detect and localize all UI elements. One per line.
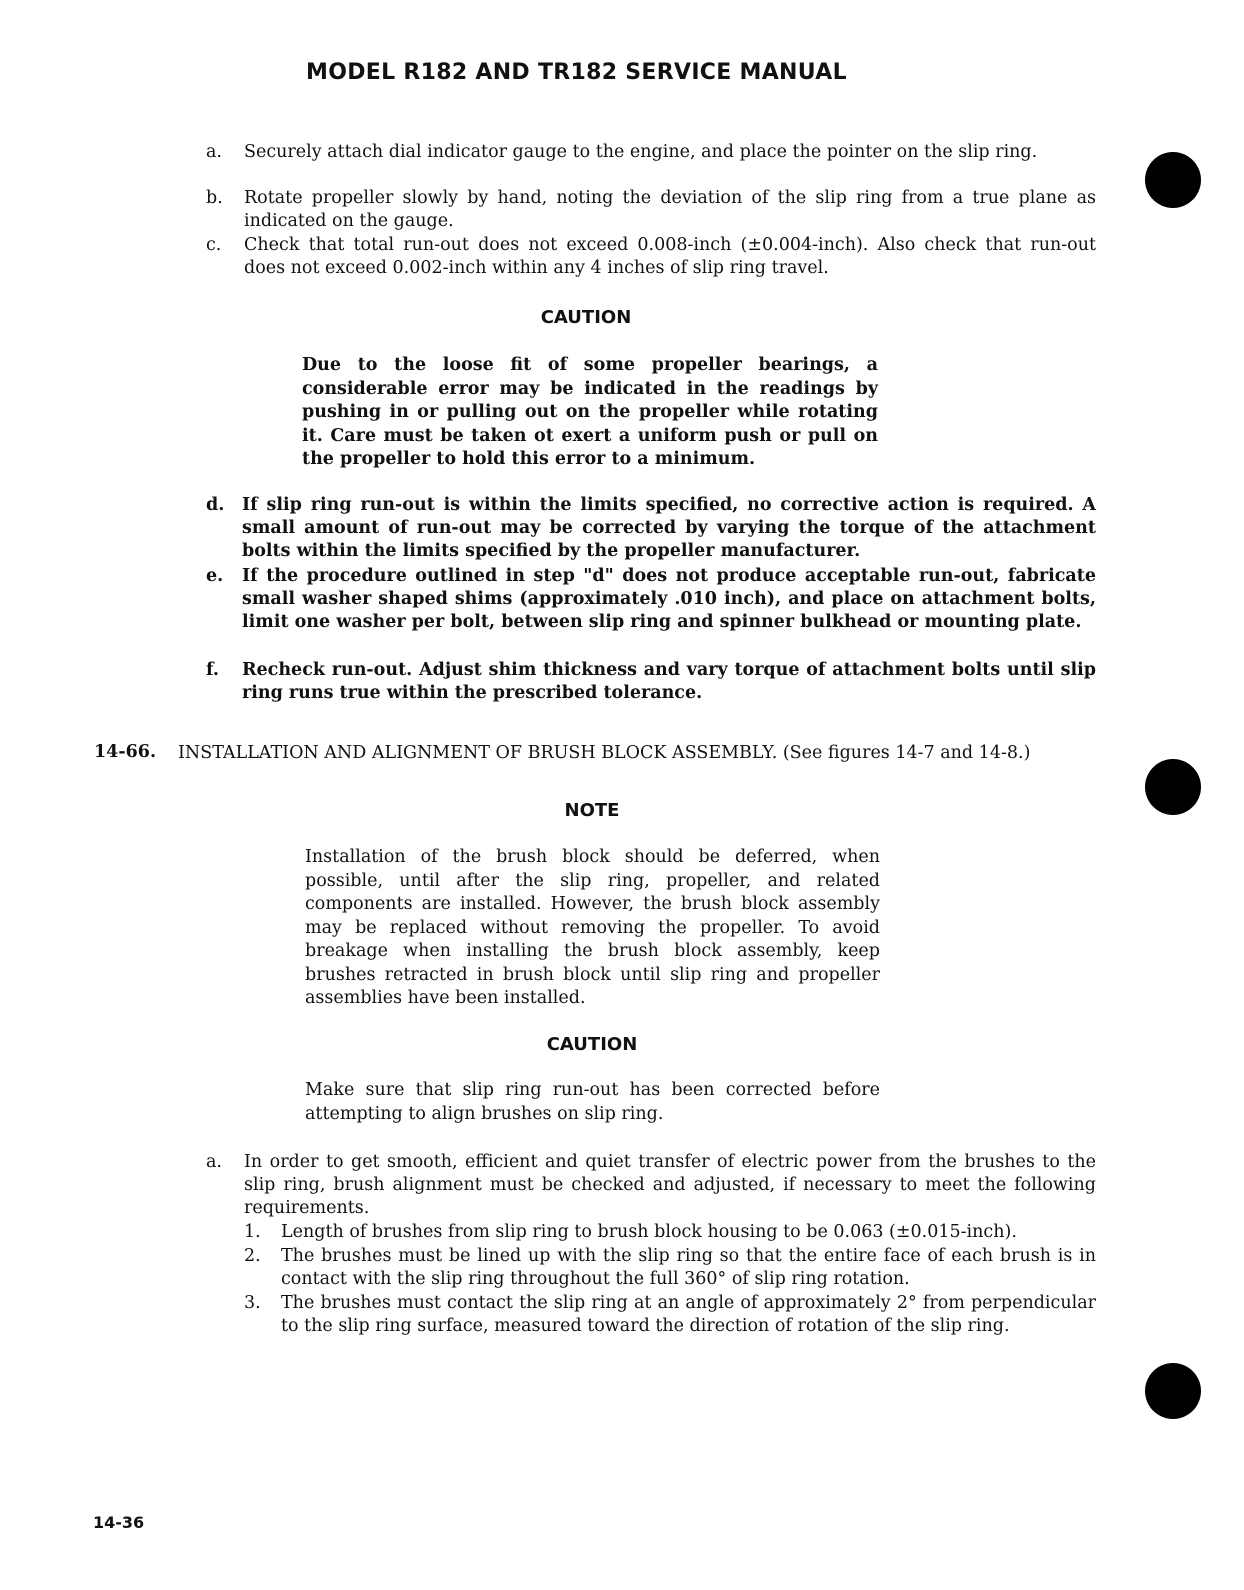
- caution-text: Make sure that slip ring run-out has been corrected before attempting to align brushes on slip ring.: [305, 1080, 880, 1124]
- step-b: [206, 187, 1096, 233]
- page-number: 14-36: [93, 1513, 145, 1532]
- substep-2: [244, 1245, 1096, 1291]
- step-label: e.: [206, 566, 224, 586]
- step-label: f.: [206, 660, 219, 680]
- binder-hole-middle: [1145, 759, 1201, 815]
- section-number: 14-66.: [94, 742, 157, 762]
- binder-hole-bottom: [1145, 1363, 1201, 1419]
- substep-label: 2.: [244, 1246, 261, 1266]
- page-title: MODEL R182 AND TR182 SERVICE MANUAL: [306, 60, 847, 85]
- step-text: Recheck run-out. Adjust shim thickness and vary torque of attachment bolts until slip ring runs true within the prescribed tolerance.: [242, 660, 1096, 703]
- substep-1: [244, 1221, 1096, 1244]
- step-a-alignment: [206, 1151, 1096, 1220]
- step-text: In order to get smooth, efficient and quiet transfer of electric power from the brushes to the slip ring, brush alignment must be checked and adjusted, if necessary to meet the following requirements.: [244, 1152, 1096, 1218]
- step-label: b.: [206, 188, 223, 208]
- substep-label: 1.: [244, 1222, 261, 1242]
- step-text: Rotate propeller slowly by hand, noting the deviation of the slip ring from a true plane as indicated on the gauge.: [244, 188, 1096, 231]
- substep-3: [244, 1292, 1096, 1338]
- substep-text: The brushes must be lined up with the slip ring so that the entire face of each brush is in contact with the slip ring throughout the full 360° of slip ring rotation.: [281, 1246, 1096, 1289]
- step-text: Check that total run-out does not exceed 0.008-inch (±0.004-inch). Also check that run-out does not exceed 0.002-inch within any 4 inches of slip ring travel.: [244, 235, 1096, 278]
- step-e: [206, 565, 1096, 634]
- section-title: INSTALLATION AND ALIGNMENT OF BRUSH BLOCK ASSEMBLY. (See figures 14-7 and 14-8.): [178, 743, 1031, 763]
- caution-heading: CAUTION: [546, 1034, 638, 1055]
- substep-label: 3.: [244, 1293, 261, 1313]
- substep-text: Length of brushes from slip ring to brush block housing to be 0.063 (±0.015-inch).: [281, 1222, 1017, 1242]
- step-text: Securely attach dial indicator gauge to the engine, and place the pointer on the slip ring.: [244, 142, 1038, 162]
- step-a: [206, 141, 1096, 164]
- step-f: [206, 659, 1096, 705]
- step-label: a.: [206, 142, 222, 162]
- note-text: Installation of the brush block should be deferred, when possible, until after the slip ring, propeller, and related components are installed. However, the brush block assembly may be replaced without removing the propeller. To avoid breakage when installing the brush block assembly, keep brushes retracted in brush block until slip ring and propeller assemblies have been installed.: [305, 847, 880, 1008]
- binder-hole-top: [1145, 152, 1201, 208]
- step-text: If slip ring run-out is within the limits specified, no corrective action is required. A small amount of run-out may be corrected by varying the torque of the attachment bolts within the limits specified by the propeller manufacturer.: [242, 495, 1096, 561]
- step-label: c.: [206, 235, 222, 255]
- step-c: [206, 234, 1096, 280]
- step-text: If the procedure outlined in step "d" does not produce acceptable run-out, fabricate small washer shaped shims (approximately .010 inch), and place on attachment bolts, limit one washer per bolt, between slip ring and spinner bulkhead or mounting plate.: [242, 566, 1096, 632]
- caution-text: Due to the loose fit of some propeller bearings, a considerable error may be indicated in the readings by pushing in or pulling out on the propeller while rotating it. Care must be taken ot exert a uniform push or pull on the propeller to hold this error to a minimum.: [302, 355, 878, 469]
- step-label: a.: [206, 1152, 222, 1172]
- caution-heading: CAUTION: [540, 307, 632, 328]
- substep-text: The brushes must contact the slip ring at an angle of approximately 2° from perpendicular to the slip ring surface, measured toward the direction of rotation of the slip ring.: [281, 1293, 1096, 1336]
- step-d: [206, 494, 1096, 563]
- note-heading: NOTE: [564, 800, 620, 821]
- step-label: d.: [206, 495, 225, 515]
